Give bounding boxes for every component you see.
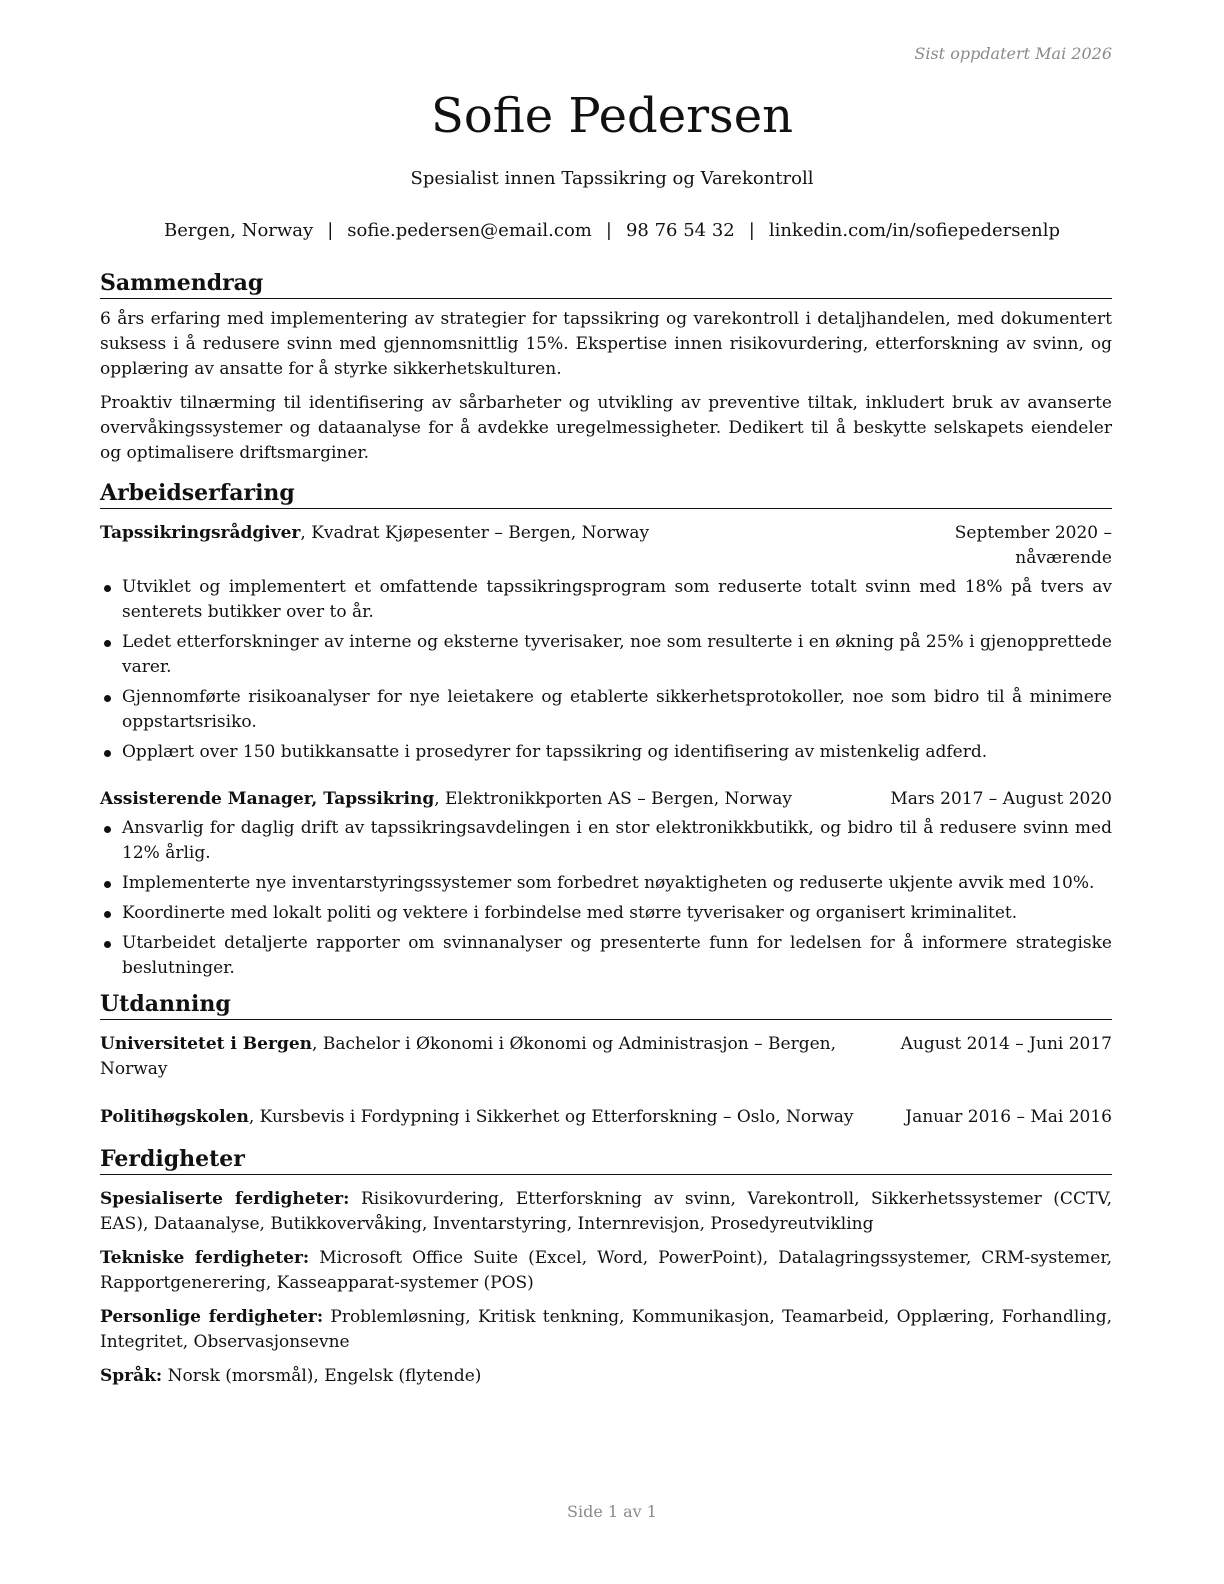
contact-line (0, 219, 1224, 243)
skill-group (100, 1364, 1112, 1389)
education-section (100, 989, 1112, 1130)
section-heading: Arbeidserfaring (100, 478, 1112, 509)
job-title-line (100, 521, 872, 571)
headline: Spesialist innen Tapssikring og Varekontroll (410, 168, 814, 189)
job-org: , Elektronikkporten AS – Bergen, Norway (434, 789, 793, 809)
education-dates: Januar 2016 – Mai 2016 (905, 1107, 1112, 1127)
job-entry (100, 521, 1112, 765)
job-header (100, 787, 1112, 812)
job-bullets (100, 575, 1112, 765)
education-entry (100, 1105, 1112, 1130)
summary-section (100, 268, 1112, 466)
job-title-line (100, 787, 890, 812)
summary-paragraph: Proaktiv tilnærming til identifisering av sårbarheter og utvikling av preventive tiltak, inkludert bruk av avanserte overvåkingssystemer og dataanalyse for å avdekke uregelmessigheter. Dedikert til å beskytte selskapets eiendeler og optimalisere driftsmarginer. (100, 393, 1112, 463)
skill-value: Problemløsning, Kritisk tenkning, Kommunikasjon, Teamarbeid, Opplæring, Forhandling, Integritet, Observasjonsevne (100, 1307, 1112, 1352)
contact-location: Bergen, Norway (164, 220, 314, 241)
skill-value: Microsoft Office Suite (Excel, Word, PowerPoint), Datalagringssystemer, CRM-systemer, Rapportgenerering, Kasseapparat-systemer (POS) (100, 1248, 1112, 1293)
section-heading: Utdanning (100, 989, 1112, 1020)
education-school: Politihøgskolen (100, 1107, 249, 1127)
skill-value: Risikovurdering, Etterforskning av svinn, Varekontroll, Sikkerhetssystemer (CCTV, EAS), Dataanalyse, Butikkovervåking, Inventarstyring, Internrevisjon, Prosedyreutvikling (100, 1189, 1112, 1234)
contact-phone: 98 76 54 32 (625, 220, 735, 241)
page-number: Side 1 av 1 (567, 1502, 657, 1521)
education-entry (100, 1032, 1112, 1082)
experience-section (100, 478, 1112, 981)
last-updated: Sist oppdatert Mai 2026 (914, 44, 1112, 63)
skill-group (100, 1246, 1112, 1296)
education-title-line (100, 1105, 905, 1130)
contact-separator: | (605, 220, 612, 241)
job-bullet: Koordinerte med lokalt politi og vektere i forbindelse med større tyverisaker og organisert kriminalitet. (122, 901, 1112, 926)
job-dates: September 2020 – nåværende (954, 523, 1112, 568)
education-dates: August 2014 – Juni 2017 (900, 1034, 1112, 1054)
contact-linkedin[interactable]: linkedin.com/in/sofiepedersenlp (768, 220, 1060, 241)
section-heading: Sammendrag (100, 268, 1112, 299)
job-role: Tapssikringsrådgiver (100, 523, 301, 543)
skill-label: Språk: (100, 1366, 163, 1386)
job-bullet: Utarbeidet detaljerte rapporter om svinnanalyser og presenterte funn for ledelsen for å informere strategiske beslutninger. (122, 931, 1112, 981)
skill-group (100, 1187, 1112, 1237)
job-org: , Kvadrat Kjøpesenter – Bergen, Norway (300, 523, 650, 543)
education-detail: , Bachelor i Økonomi i Økonomi og Administrasjon – Bergen, Norway (100, 1034, 837, 1079)
summary-paragraph: 6 års erfaring med implementering av strategier for tapssikring og varekontroll i detaljhandelen, med dokumentert suksess i å redusere svinn med gjennomsnittlig 15%. Ekspertise innen risikovurdering, etterforskning av svinn, og opplæring av ansatte for å styrke sikkerhetskulturen. (100, 309, 1112, 379)
job-bullets (100, 816, 1112, 981)
skill-value: Norsk (morsmål), Engelsk (flytende) (162, 1366, 482, 1386)
job-entry (100, 787, 1112, 981)
candidate-name: Sofie Pedersen (430, 88, 794, 144)
job-role: Assisterende Manager, Tapssikring (100, 789, 435, 809)
skill-label: Tekniske ferdigheter: (100, 1248, 310, 1268)
contact-separator: | (327, 220, 334, 241)
skill-group (100, 1305, 1112, 1355)
job-dates: Mars 2017 – August 2020 (890, 789, 1112, 809)
job-bullet: Implementerte nye inventarstyringssystemer som forbedret nøyaktigheten og reduserte ukjente avvik med 10%. (122, 871, 1112, 896)
resume-body (100, 268, 1112, 1398)
job-bullet: Ledet etterforskninger av interne og eksterne tyverisaker, noe som resulterte i en økning på 25% i gjenopprettede varer. (122, 630, 1112, 680)
contact-separator: | (748, 220, 755, 241)
education-school: Universitetet i Bergen (100, 1034, 313, 1054)
education-title-line (100, 1032, 901, 1082)
education-detail: , Kursbevis i Fordypning i Sikkerhet og Etterforskning – Oslo, Norway (248, 1107, 854, 1127)
job-bullet: Gjennomførte risikoanalyser for nye leietakere og etablerte sikkerhetsprotokoller, noe som bidro til å minimere oppstartsrisiko. (122, 685, 1112, 735)
skill-label: Spesialiserte ferdigheter: (100, 1189, 350, 1209)
skill-label: Personlige ferdigheter: (100, 1307, 324, 1327)
job-bullet: Ansvarlig for daglig drift av tapssikringsavdelingen i en stor elektronikkbutikk, og bidro til å redusere svinn med 12% årlig. (122, 816, 1112, 866)
job-header (100, 521, 1112, 571)
job-bullet: Opplært over 150 butikkansatte i prosedyrer for tapssikring og identifisering av mistenkelig adferd. (122, 740, 1112, 765)
job-bullet: Utviklet og implementert et omfattende tapssikringsprogram som reduserte totalt svinn med 18% på tvers av senterets butikker over to år. (122, 575, 1112, 625)
contact-email[interactable]: sofie.pedersen@email.com (347, 220, 592, 241)
skills-section (100, 1144, 1112, 1389)
section-heading: Ferdigheter (100, 1144, 1112, 1175)
